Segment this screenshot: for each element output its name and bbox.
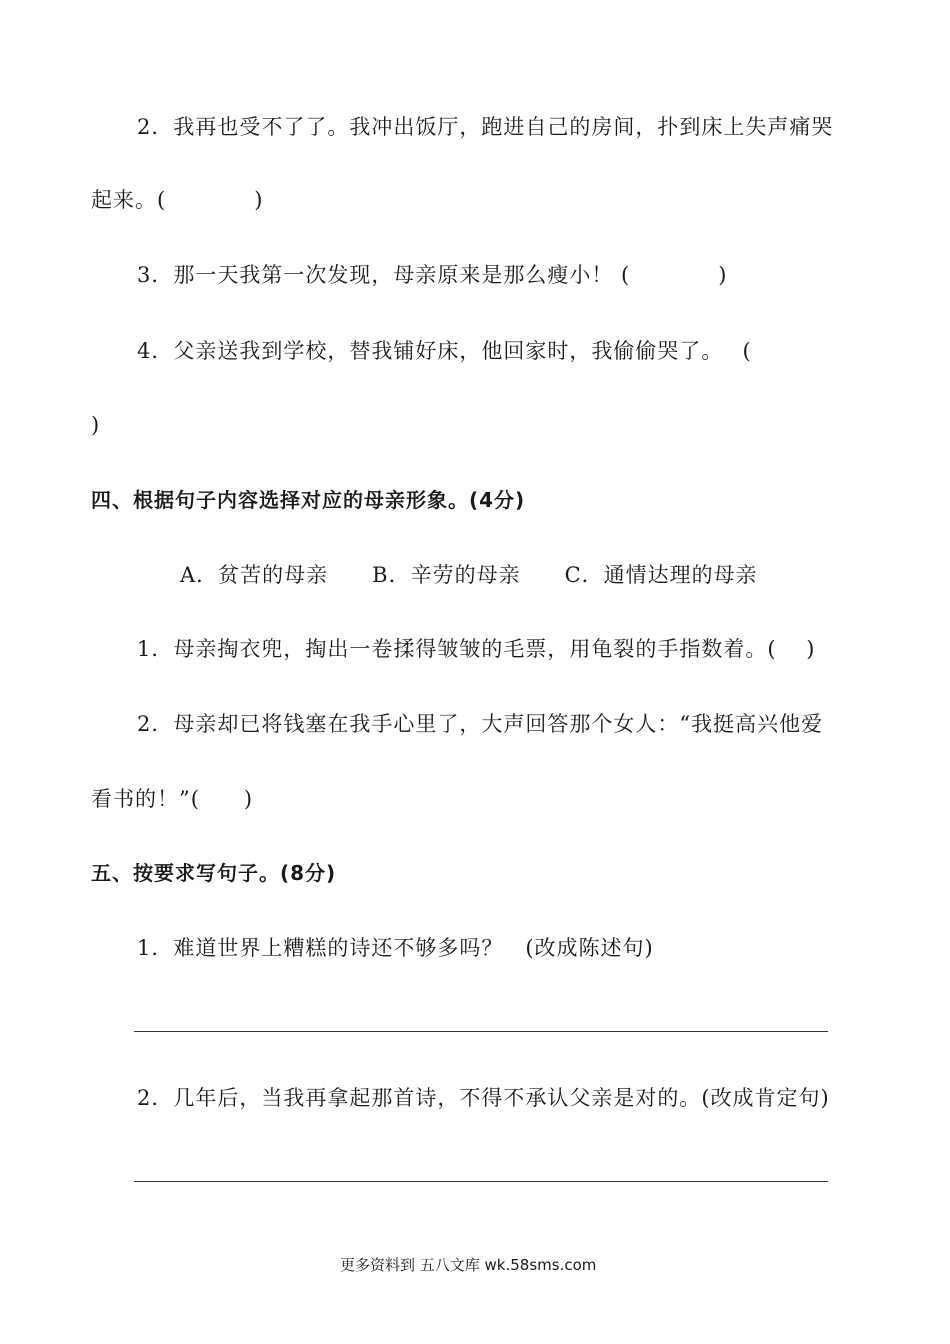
footer-text: 更多资料到 五八文库 wk.58sms.com (340, 1256, 597, 1274)
s5-answer-line-2[interactable] (134, 1181, 828, 1182)
s3-item3: 3．那一天我第一次发现，母亲原来是那么瘦小！ ( ) (137, 263, 728, 287)
s4-options: A．贫苦的母亲 B．辛劳的母亲 C．通情达理的母亲 (180, 563, 758, 587)
s5-item2: 2．几年后，当我再拿起那首诗，不得不承认父亲是对的。(改成肯定句) (137, 1086, 830, 1110)
s5-answer-line-1[interactable] (134, 1031, 828, 1032)
s3-item2-line1: 2．我再也受不了了。我冲出饭厅，跑进自己的房间，扑到床上失声痛哭 (137, 115, 834, 139)
s4-item1: 1．母亲掏衣兜，掏出一卷揉得皱皱的毛票，用龟裂的手指数着。( ) (137, 637, 816, 661)
s4-item2-line2: 看书的！”( ) (91, 787, 254, 811)
section5-heading: 五、按要求写句子。(8分) (91, 861, 337, 885)
s3-item2-line2: 起来。( ) (91, 188, 264, 212)
s5-item1: 1．难道世界上糟糕的诗还不够多吗？ (改成陈述句) (137, 936, 654, 960)
s3-item4-line2: ) (91, 413, 101, 437)
s3-item4-line1: 4．父亲送我到学校，替我铺好床，他回家时，我偷偷哭了。 ( (137, 339, 752, 363)
section4-heading: 四、根据句子内容选择对应的母亲形象。(4分) (91, 488, 526, 512)
s4-item2-line1: 2．母亲却已将钱塞在我手心里了，大声回答那个女人：“我挺高兴他爱 (137, 712, 824, 736)
